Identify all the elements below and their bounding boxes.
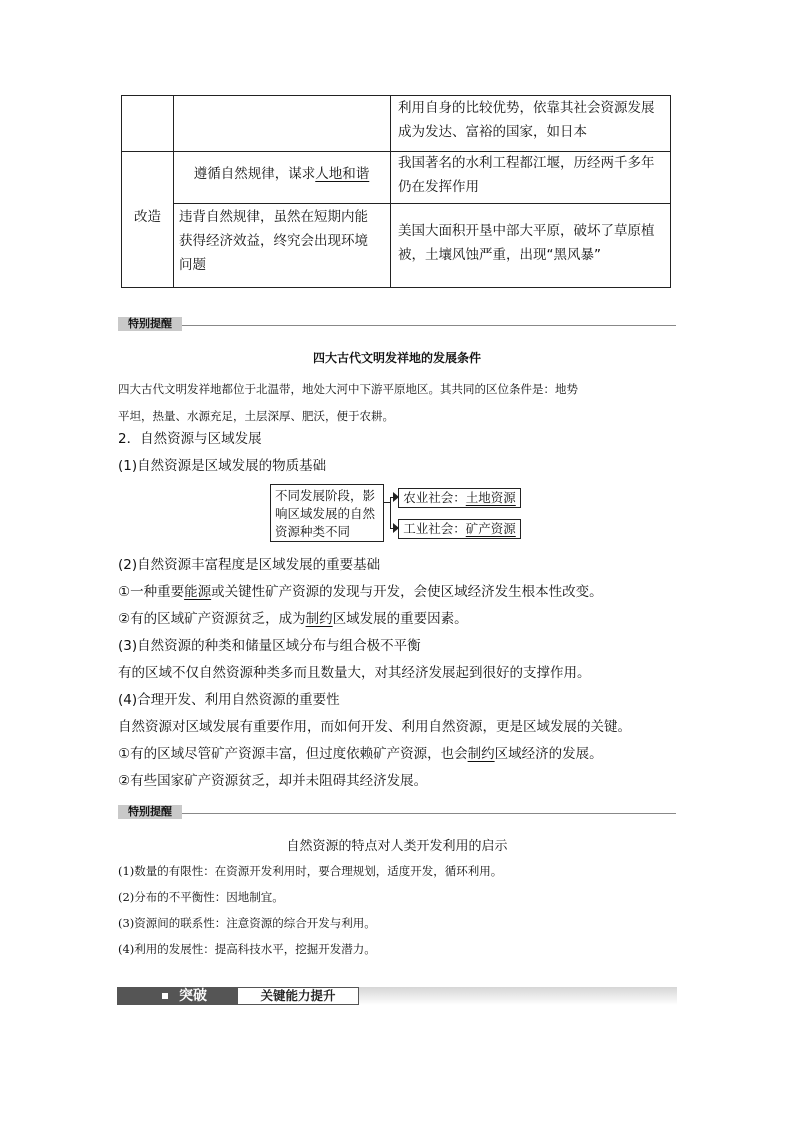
tip-title: 自然资源的特点对人类开发利用的启示	[286, 839, 508, 854]
table-row-divider	[173, 203, 670, 204]
comparison-table	[121, 95, 671, 288]
section-banner	[117, 987, 677, 1007]
table-col-divider	[173, 96, 174, 287]
tip-label: 特别提醒	[118, 805, 182, 819]
paragraph: (1)自然资源是区域发展的物质基础	[118, 458, 327, 474]
table-col-divider	[390, 96, 391, 287]
table-cell: 遵循自然规律，谋求人地和谐	[193, 166, 370, 182]
tip-text: 四大古代文明发祥地都位于北温带，地处大河中下游平原地区。其共同的区位条件是：地势 平坦，热量、水源充足，土层深厚、肥沃，便于农耕。	[118, 382, 578, 423]
paragraph: 自然资源对区域发展有重要作用，而如何开发、利用自然资源，更是区域发展的关键。	[118, 719, 631, 735]
banner-subtitle: 关键能力提升	[237, 987, 359, 1005]
paragraph: (3)自然资源的种类和储量区域分布与组合极不平衡	[118, 638, 421, 654]
table-cell: 违背自然规律，虽然在短期内能 获得经济效益，终究会出现环境 问题	[179, 209, 368, 273]
paragraph: (4)合理开发、利用自然资源的重要性	[118, 692, 340, 708]
paragraph: ①一种重要能源或关键性矿产资源的发现与开发，会使区域经济发生根本性改变。	[118, 584, 603, 600]
tip-text: (1)数量的有限性：在资源开发利用时，要合理规划，适度开发，循环利用。 (2)分布的不平衡性：因地制宜。 (3)资源间的联系性：注意资源的综合开发与利用。 (4)利用的发展性：提高科技水平，挖掘开发潜力。	[118, 864, 503, 956]
connector-line	[390, 497, 391, 528]
table-cell: 美国大面积开垦中部大平原，破坏了草原植 被，土壤风蚀严重，出现“黑风暴”	[398, 223, 655, 263]
diagram-industry-box: 工业社会：矿产资源	[398, 519, 521, 539]
diagram-source-box: 不同发展阶段，影 响区域发展的自然 资源种类不同	[270, 484, 384, 542]
banner-title: 突破	[179, 988, 207, 1004]
square-bullet-icon	[162, 993, 168, 999]
table-cell: 我国著名的水利工程都江堰，历经两千多年 仍在发挥作用	[398, 155, 655, 195]
paragraph: ②有些国家矿产资源贫乏，却并未阻碍其经济发展。	[118, 773, 428, 789]
tip-header	[118, 805, 676, 819]
table-cell: 利用自身的比较优势，依靠其社会资源发展 成为发达、富裕的国家，如日本	[398, 100, 655, 140]
paragraph: 有的区域不仅自然资源种类多而且数量大，对其经济发展起到很好的支撑作用。	[118, 665, 591, 681]
tip-rule	[182, 325, 676, 326]
diagram-agri-box: 农业社会：土地资源	[398, 488, 521, 508]
section-heading: 2．自然资源与区域发展	[118, 431, 262, 447]
tip-rule	[182, 813, 676, 814]
paragraph: (2)自然资源丰富程度是区域发展的重要基础	[118, 557, 381, 573]
table-cell-gaizao: 改造	[134, 209, 161, 225]
tip-header	[118, 317, 676, 331]
paragraph: ①有的区域尽管矿产资源丰富，但过度依赖矿产资源，也会制约区域经济的发展。	[118, 746, 603, 762]
tip-label: 特别提醒	[118, 317, 182, 331]
tip-title: 四大古代文明发祥地的发展条件	[312, 351, 481, 365]
paragraph: ②有的区域矿产资源贫乏，成为制约区域发展的重要因素。	[118, 611, 468, 627]
